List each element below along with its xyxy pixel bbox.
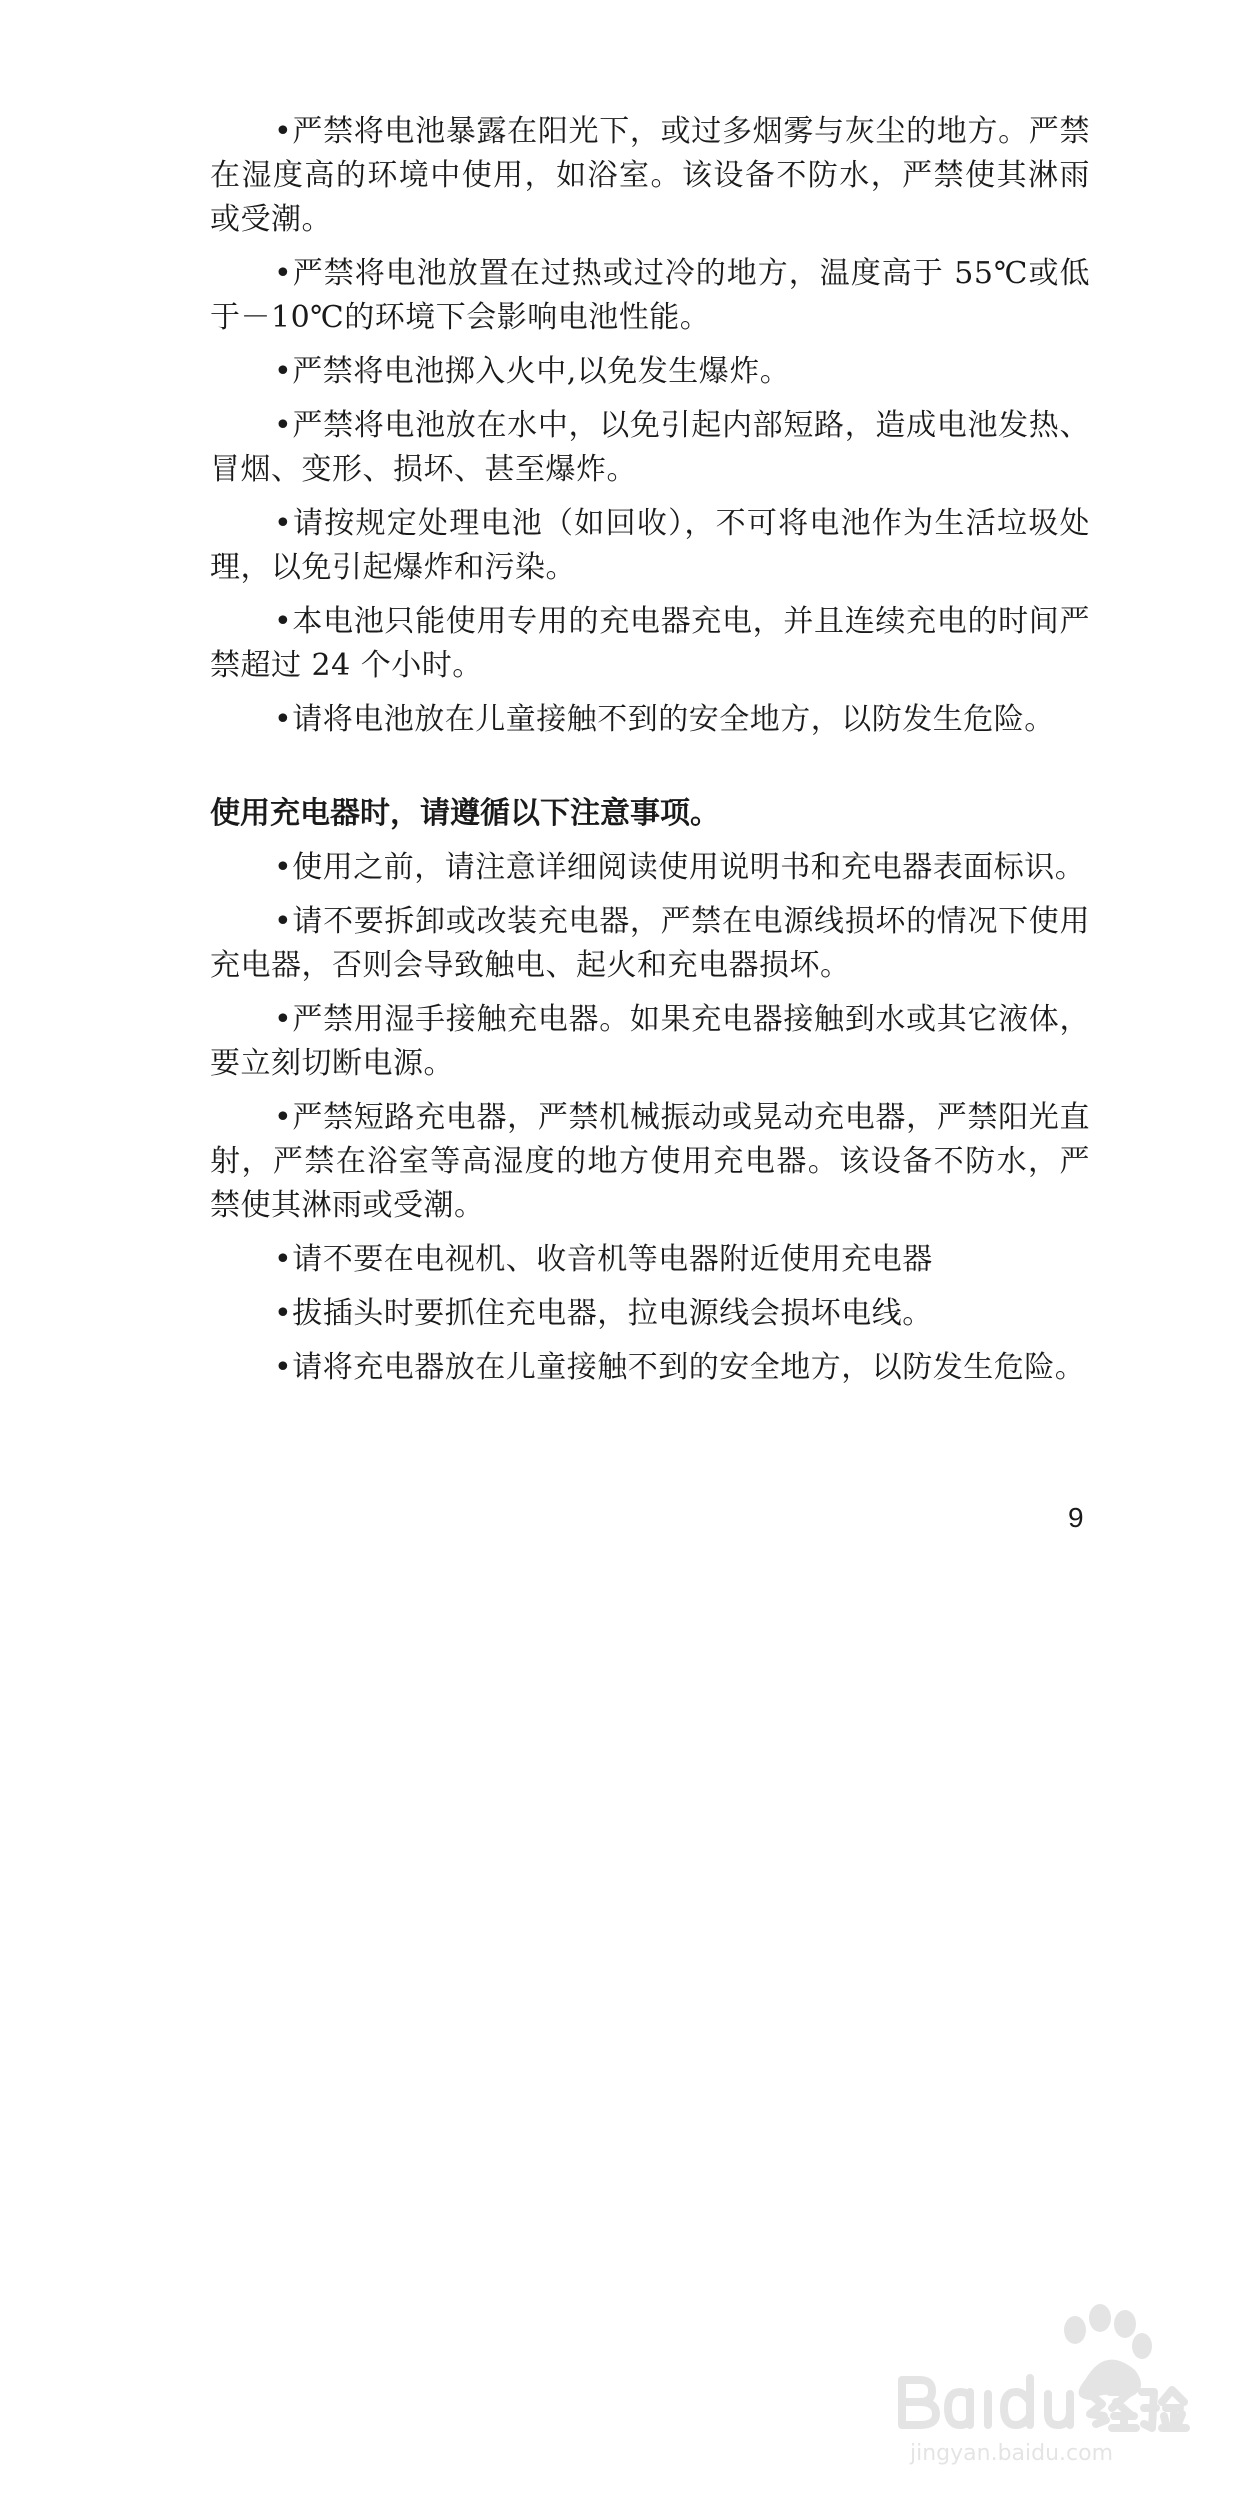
battery-item: •严禁将电池掷入火中,以免发生爆炸。 <box>274 354 791 389</box>
charger-item: •使用之前，请注意详细阅读使用说明书和充电器表面标识。 <box>274 850 1086 885</box>
battery-item: •请将电池放在儿童接触不到的安全地方，以防发生危险。 <box>274 702 1055 737</box>
charger-item: •拔插头时要抓住充电器，拉电源线会损坏电线。 <box>274 1296 933 1331</box>
battery-precautions <box>210 110 1090 742</box>
battery-item: •严禁将电池放在水中，以免引起内部短路，造成电池发热、冒烟、变形、损坏、甚至爆炸。 <box>210 408 1090 487</box>
battery-item: •严禁将电池放置在过热或过冷的地方，温度高于 55℃或低于－10℃的环境下会影响电池性能。 <box>210 256 1090 335</box>
section-spacer <box>210 752 1090 792</box>
page-number: 9 <box>1068 1502 1084 1533</box>
charger-item: •请不要拆卸或改装充电器，严禁在电源线损坏的情况下使用充电器，否则会导致触电、起火和充电器损坏。 <box>210 904 1090 983</box>
battery-item: •严禁将电池暴露在阳光下，或过多烟雾与灰尘的地方。严禁在湿度高的环境中使用，如浴室。该设备不防水，严禁使其淋雨或受潮。 <box>210 114 1090 237</box>
charger-section-heading: 使用充电器时，请遵循以下注意事项。 <box>210 796 720 831</box>
battery-item: •本电池只能使用专用的充电器充电，并且连续充电的时间严禁超过 24 个小时。 <box>210 604 1090 683</box>
watermark-logo <box>890 2290 1190 2470</box>
charger-item: •严禁用湿手接触充电器。如果充电器接触到水或其它液体，要立刻切断电源。 <box>210 1002 1090 1081</box>
charger-item: •请将充电器放在儿童接触不到的安全地方，以防发生危险。 <box>274 1350 1086 1385</box>
charger-item: •请不要在电视机、收音机等电器附近使用充电器 <box>274 1242 933 1277</box>
charger-precautions <box>210 792 1090 1390</box>
battery-item: •请按规定处理电池（如回收），不可将电池作为生活垃圾处理，以免引起爆炸和污染。 <box>210 506 1090 585</box>
document-page <box>210 110 1090 1400</box>
charger-item: •严禁短路充电器，严禁机械振动或晃动充电器，严禁阳光直射，严禁在浴室等高湿度的地方使用充电器。该设备不防水，严禁使其淋雨或受潮。 <box>210 1100 1090 1223</box>
paw-icon <box>890 2290 1190 2470</box>
watermark-url: jingyan.baidu.com <box>910 2441 1114 2466</box>
